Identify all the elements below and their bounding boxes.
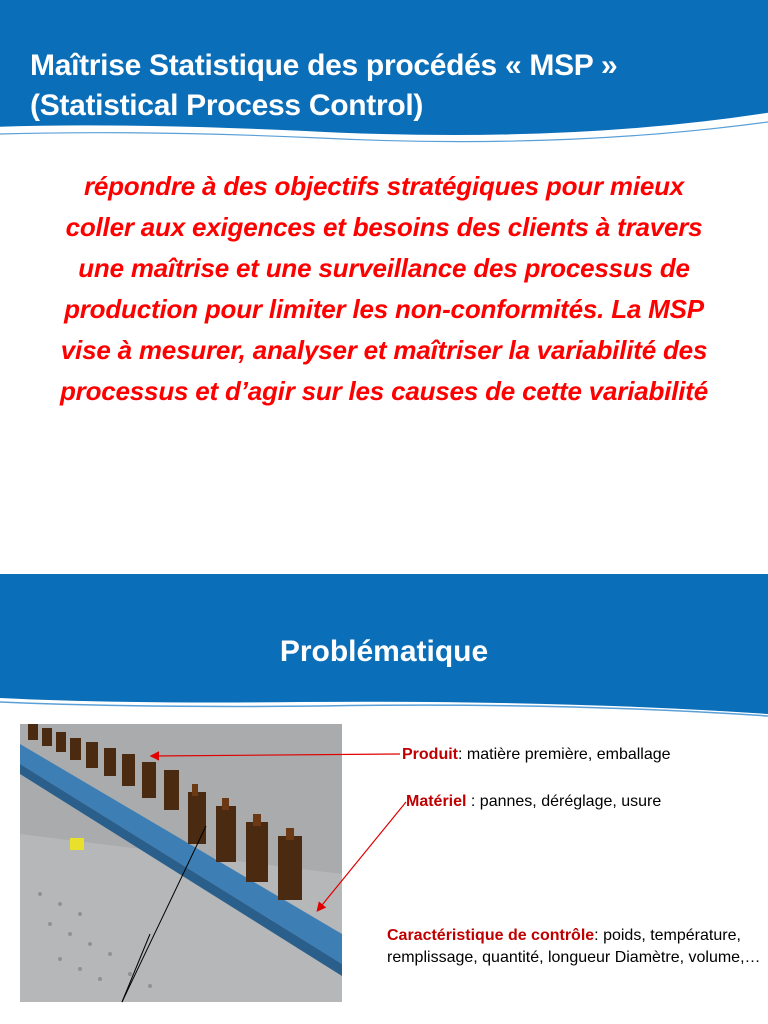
slide-separator xyxy=(0,540,768,574)
slide-2 xyxy=(0,574,768,1024)
note-materiel-value: : pannes, déréglage, usure xyxy=(466,793,662,810)
slide-1-title xyxy=(30,46,750,126)
note-materiel-key: Matériel xyxy=(406,793,467,810)
note-caracteristique-value: : poids, température, remplissage, quantité, longueur Diamètre, volume,… xyxy=(387,927,761,966)
title-line-2: (Statistical Process Control) xyxy=(30,89,424,122)
note-produit-key: Produit xyxy=(402,746,458,763)
note-produit xyxy=(402,744,671,766)
slide-2-title: Problématique xyxy=(279,635,489,668)
note-caracteristique-key: Caractéristique de contrôle xyxy=(387,927,595,944)
note-produit-value: : matière première, emballage xyxy=(458,746,671,763)
note-materiel xyxy=(406,791,661,813)
note-caracteristique xyxy=(387,925,762,969)
slide-1-lead-text: répondre à des objectifs stratégiques pour mieux coller aux exigences et besoins des clients à travers une maîtrise et une surveillance des processus de production pour limiter les non-conformités. La MSP vise à mesurer, analyser et maîtriser la variabilité des processus et d’agir sur les causes de cette variabilité xyxy=(60,171,708,406)
title-line-1: Maîtrise Statistique des procédés « MSP » xyxy=(30,49,618,82)
